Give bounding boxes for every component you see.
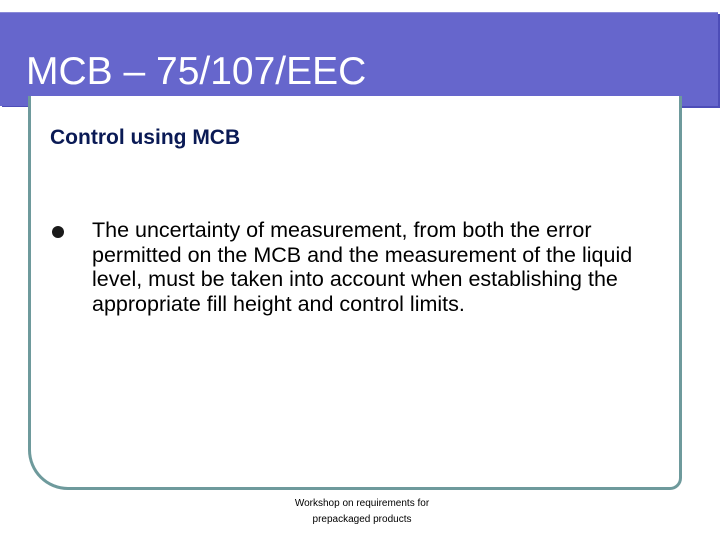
footer-line-2: prepackaged products <box>312 514 412 525</box>
slide-title: MCB – 75/107/EEC <box>26 50 367 93</box>
footer <box>262 496 462 528</box>
title-bar <box>0 12 718 106</box>
slide-subtitle: Control using MCB <box>50 126 241 149</box>
bullet-icon <box>52 226 64 238</box>
bullet-text: The uncertainty of measurement, from both the error permitted on the MCB and the measurement of the liquid level, must be taken into account when establishing the appropriate fill height and control limits. <box>92 218 633 316</box>
footer-line-1: Workshop on requirements for <box>294 498 430 509</box>
